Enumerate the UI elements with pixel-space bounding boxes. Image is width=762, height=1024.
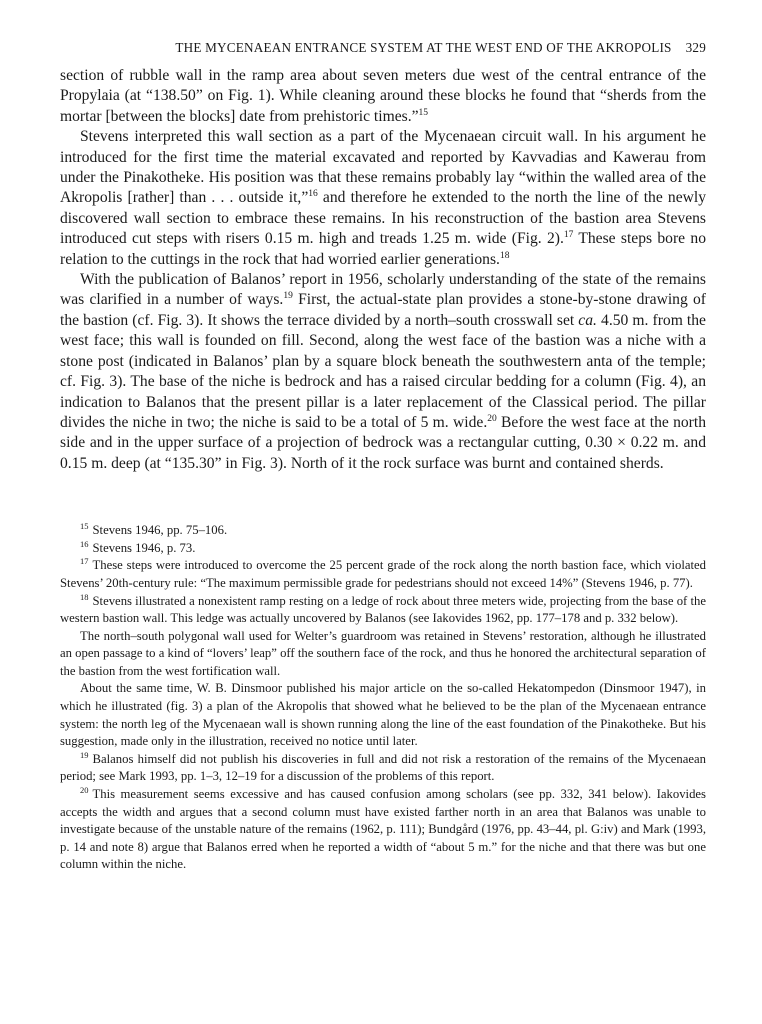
paragraph-3-text-d: Before the west face at the north side and in the upper surface of a projection of bedrock was a rectangular cutting, 0.30 × 0.22 m. and 0.15 m. deep (at “135.30” in Fig. 3). North of it the rock surface was burnt and contained sherds. <box>60 413 706 472</box>
footnote-15 <box>60 522 706 540</box>
paragraph-1 <box>60 66 706 127</box>
footnote-ref-20[interactable]: 20 <box>487 413 497 424</box>
paragraph-1-text: section of rubble wall in the ramp area about seven meters due west of the central entrance of the Propylaia (at “138.50” on Fig. 1). While cleaning around these blocks he found that “sherds from the mortar [between the blocks] date from prehistoric times.” <box>60 67 706 125</box>
footnote-19-number: 19 <box>80 749 89 760</box>
running-header <box>60 38 706 58</box>
footnote-15-number: 15 <box>80 521 89 532</box>
footnote-16-text: Stevens 1946, p. 73. <box>92 540 196 555</box>
paragraph-2-text-c: These steps bore no relation to the cuttings in the rock that had worried earlier generations. <box>60 230 706 268</box>
footnote-19 <box>60 751 706 786</box>
page-number: 329 <box>685 40 706 55</box>
page <box>60 38 706 874</box>
footnote-18-text: Stevens illustrated a nonexistent ramp resting on a ledge of rock about three meters wide, projecting from the base of the western bastion wall. This ledge was actually uncovered by Balanos (see Iakovides 1962, pp. 177–178 and p. 332 below). <box>60 593 706 626</box>
footnote-ref-18[interactable]: 18 <box>499 250 510 261</box>
paragraph-3 <box>60 270 706 474</box>
footnote-16 <box>60 540 706 558</box>
paragraph-3-text-a: With the publication of Balanos’ report in 1956, scholarly understanding of the state of the remains was clarified in a number of ways. <box>60 271 706 309</box>
paragraph-3-text-b: First, the actual-state plan provides a stone-by-stone drawing of the bastion (cf. Fig. 3). It shows the terrace divided by a north–south crosswall set <box>60 291 706 329</box>
footnote-17 <box>60 557 706 592</box>
footnote-20 <box>60 786 706 874</box>
footnote-17-number: 17 <box>80 556 89 567</box>
footnote-19-text: Balanos himself did not publish his discoveries in full and did not risk a restoration of the remains of the Mycenaean period; see Mark 1993, pp. 1–3, 12–19 for a discussion of the problems of this report. <box>60 751 706 784</box>
circa-abbrev: ca. <box>578 311 597 329</box>
paragraph-3-text-c: 4.50 m. from the west face; this wall is founded on fill. Second, along the west face of the bastion was a niche with a stone post (indicated in Balanos’ plan by a square block beneath the southwestern anta of the temple; cf. Fig. 3). The base of the niche is bedrock and has a raised circular bedding for a column (Fig. 4), an indication to Balanos that the present pillar is a later replacement of the Classical period. The pillar divides the niche in two; the niche is said to be a total of 5 m. wide. <box>60 311 706 431</box>
paragraph-2-text-b: and therefore he extended to the north the line of the newly discovered wall section to embrace these remains. In his reconstruction of the bastion area Stevens introduced cut steps with risers 0.15 m. high and treads 1.25 m. wide (Fig. 2). <box>60 189 707 248</box>
footnote-ref-17[interactable]: 17 <box>563 230 574 241</box>
main-text <box>60 66 706 474</box>
footnote-20-number: 20 <box>80 785 89 796</box>
footnote-ref-15[interactable]: 15 <box>418 107 429 118</box>
footnote-17-text: These steps were introduced to overcome the 25 percent grade of the rock along the north bastion face, which violated Stevens’ 20th-century rule: “The maximum permissible grade for pedestrians should not exceed 14%” (Stevens 1946, p. 77). <box>60 558 706 590</box>
paragraph-2 <box>60 127 706 270</box>
footnote-20-text: This measurement seems excessive and has caused confusion among scholars (see pp. 332, 341 below). Iakovides accepts the width and argues that a second column must have existed farther north in an area that Balanos was unable to investigate because of the unstable nature of the remains (1962, p. 111); Bundgård (1976, pp. 43–44, pl. G:iv) and Mark (1993, p. 14 and note 8) argue that Balanos erred when he reported a width of “about 5 m.” for the niche and that there was but one column within the niche. <box>60 787 706 872</box>
footnote-18-number: 18 <box>80 591 89 602</box>
footnote-18-continued-2: About the same time, W. B. Dinsmoor published his major article on the so-called Hekatompedon (Dinsmoor 1947), in which he illustrated (fig. 3) a plan of the Akropolis that showed what he believed to be the plan of the Mycenaean entrance system: the north leg of the Mycenaean wall is shown running along the line of the east foundation of the Pinakotheke. But his suggestion, made only in the illustration, received no notice until later. <box>60 681 706 749</box>
running-title: THE MYCENAEAN ENTRANCE SYSTEM AT THE WEST END OF THE AKROPOLIS <box>175 40 672 55</box>
paragraph-2-text-a: Stevens interpreted this wall section as a part of the Mycenaean circuit wall. In his argument he introduced for the first time the material excavated and reported by Kavvadias and Kawerau from under the Pinakotheke. His position was that these remains probably lay “within the walled area of the Akropolis [rather] than . . . outside it,” <box>60 128 706 207</box>
footnote-ref-19[interactable]: 19 <box>283 291 293 302</box>
footnotes <box>60 522 706 874</box>
footnote-ref-16[interactable]: 16 <box>308 189 318 200</box>
footnote-18-continued-1: The north–south polygonal wall used for Welter’s guardroom was retained in Stevens’ restoration, although he illustrated an open passage to a kind of “lovers’ leap” off the southern face of the rock, and thus he honored the architectural separation of the bastion from the west fortification wall. <box>60 628 706 678</box>
footnote-16-number: 16 <box>80 538 89 549</box>
footnote-18 <box>60 593 706 628</box>
footnote-15-text: Stevens 1946, pp. 75–106. <box>92 523 228 538</box>
